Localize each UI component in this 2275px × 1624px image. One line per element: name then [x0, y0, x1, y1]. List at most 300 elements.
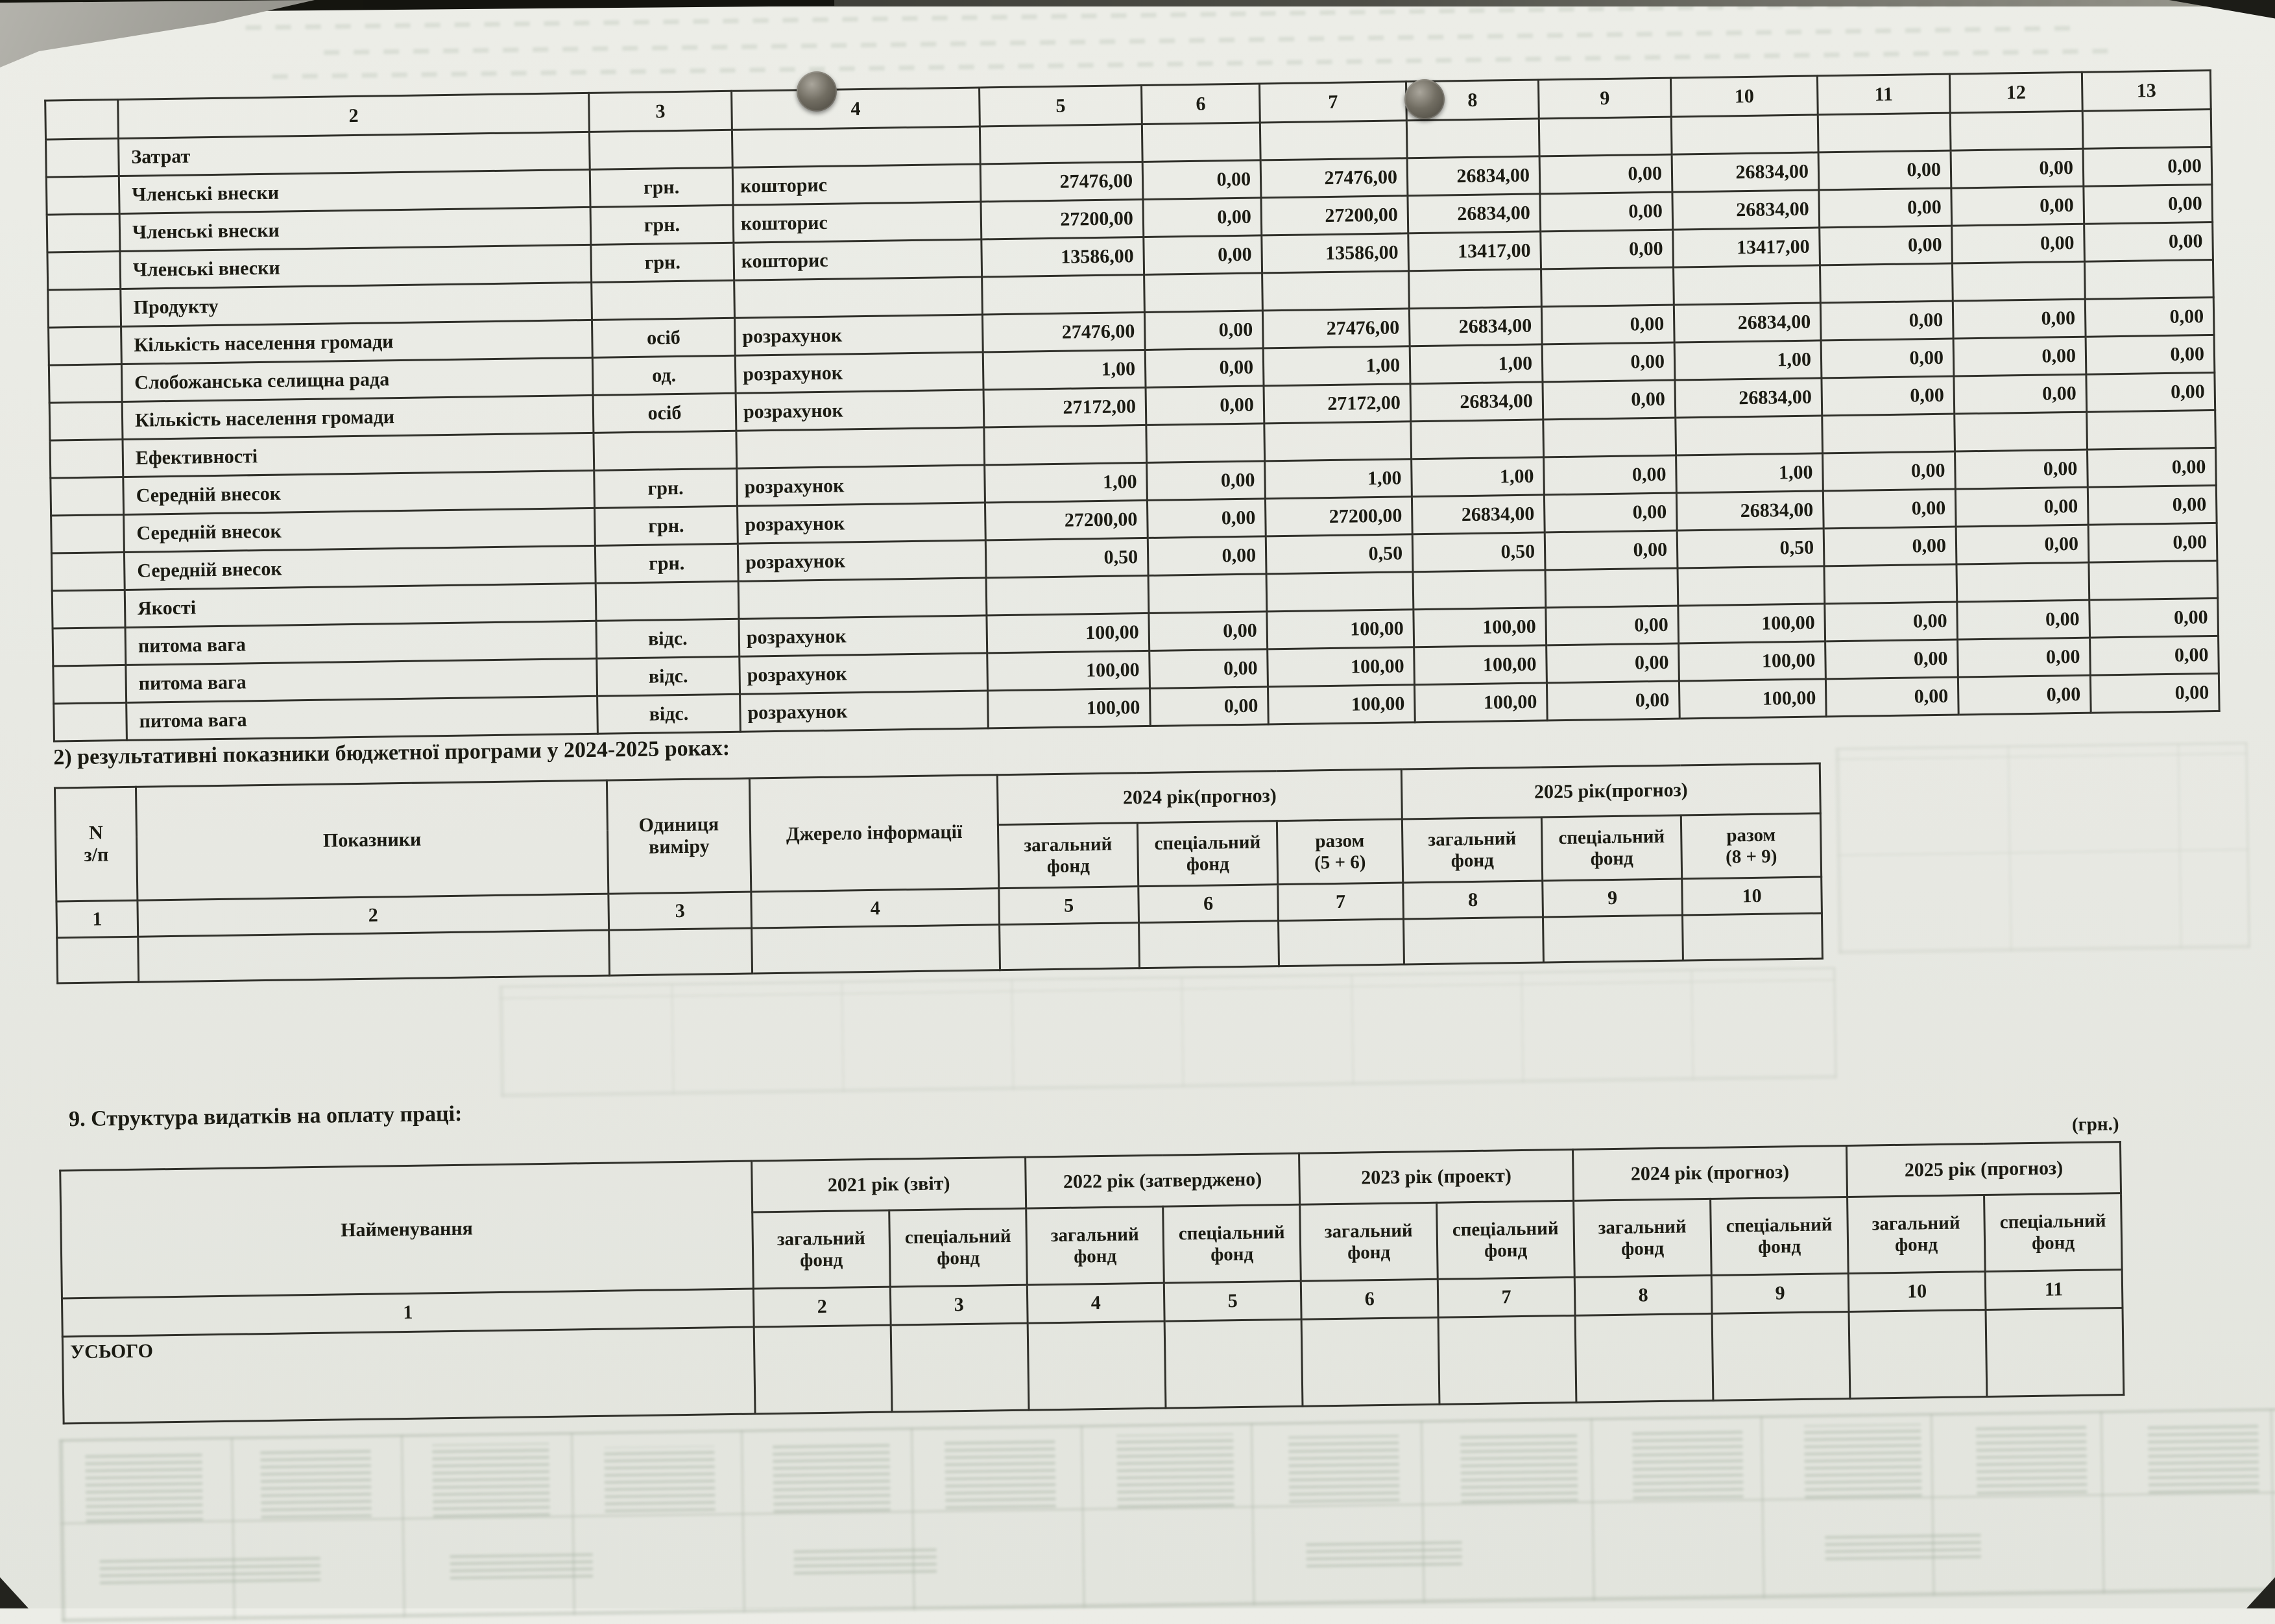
value-cell: 0,00 [1820, 301, 1953, 340]
value-cell: 0,00 [1544, 455, 1677, 495]
source-cell: розрахунок [734, 315, 983, 355]
empty-cell [1262, 271, 1410, 311]
value-cell: 0,00 [1821, 339, 1954, 378]
value-cell: 100,00 [1414, 683, 1547, 722]
value-cell: 26834,00 [1674, 303, 1821, 342]
general-fund-header: загальний фонд [998, 823, 1138, 889]
value-cell: 26834,00 [1412, 495, 1545, 534]
value-cell: 27476,00 [1260, 158, 1408, 198]
year-2025-header-cell: 2025 рік (прогноз) [1846, 1142, 2121, 1197]
empty-cell [1955, 412, 2088, 451]
empty-cell [1142, 123, 1260, 162]
value-cell: 0,00 [1953, 337, 2086, 376]
unit-cell: грн. [590, 205, 734, 245]
column-number-cell: 12 [1949, 72, 2082, 113]
group-name-cell: Якості [125, 583, 596, 627]
value-cell: 0,00 [1540, 192, 1673, 232]
value-cell: 0,00 [2088, 523, 2217, 562]
bleed-through-grid [499, 967, 1836, 1097]
value-cell: 0,50 [985, 538, 1148, 577]
empty-cell [1986, 1308, 2124, 1397]
empty-cell [1539, 117, 1672, 156]
empty-cell [1674, 265, 1821, 305]
value-cell: 0,00 [2088, 485, 2217, 525]
value-cell: 0,00 [1143, 198, 1262, 237]
value-cell: 0,00 [1547, 681, 1679, 721]
source-cell: кошторис [733, 202, 981, 243]
value-cell: 0,00 [1824, 527, 1956, 566]
unit-cell: грн. [591, 243, 734, 282]
empty-cell [1545, 568, 1678, 608]
value-cell: 0,00 [1149, 612, 1268, 651]
value-cell: 0,00 [1542, 342, 1675, 382]
unit-cell: од. [592, 355, 736, 395]
column-number-cell: 13 [2082, 70, 2211, 111]
column-number-cell: 2 [138, 894, 609, 937]
general-fund-header: загальний фонд [752, 1210, 891, 1289]
empty-cell [53, 627, 126, 666]
column-number-cell: 2 [753, 1287, 891, 1327]
value-cell: 100,00 [1414, 645, 1547, 685]
value-cell: 27200,00 [981, 199, 1144, 239]
empty-cell [1406, 119, 1539, 158]
indicator-name-cell: Членські внески [119, 207, 591, 251]
value-cell: 27200,00 [1265, 497, 1412, 536]
value-cell: 100,00 [987, 651, 1150, 690]
empty-cell [49, 364, 122, 403]
value-cell: 0,50 [1266, 534, 1413, 574]
value-cell: 13586,00 [981, 237, 1144, 276]
empty-cell [1000, 923, 1140, 970]
empty-cell [1301, 1317, 1439, 1406]
empty-cell [52, 590, 125, 628]
value-cell: 0,00 [1956, 525, 2089, 564]
value-cell: 27476,00 [982, 312, 1145, 352]
value-cell: 0,00 [1955, 449, 2088, 489]
total-label-cell: УСЬОГО [62, 1327, 755, 1424]
value-cell: 0,00 [1820, 226, 1953, 265]
empty-cell [592, 280, 735, 320]
column-number-cell: 9 [1711, 1273, 1849, 1313]
column-number-cell: 7 [1438, 1277, 1575, 1317]
empty-cell [2084, 259, 2213, 299]
indicator-name-cell: Слобожанська селищна рада [121, 357, 593, 401]
value-cell: 0,00 [2086, 335, 2215, 374]
column-number-cell: 10 [1848, 1272, 1986, 1312]
year-2025-header-cell: 2025 рік(прогноз) [1401, 763, 1820, 819]
value-cell: 0,00 [1823, 451, 1956, 491]
value-cell: 27476,00 [980, 161, 1143, 201]
indicator-name-cell: питома вага [126, 696, 598, 740]
value-cell: 0,00 [1539, 154, 1672, 194]
indicator-name-cell: Середній внесок [123, 470, 595, 514]
value-cell: 0,00 [1823, 489, 1956, 529]
value-cell: 0,00 [1818, 150, 1951, 190]
empty-cell [1676, 416, 1823, 455]
empty-cell [1543, 418, 1676, 457]
value-cell: 26834,00 [1409, 307, 1542, 346]
value-cell: 0,00 [1142, 160, 1261, 200]
value-cell: 0,00 [2084, 184, 2213, 224]
empty-cell [51, 477, 124, 516]
empty-cell [736, 427, 985, 468]
empty-cell [984, 425, 1147, 464]
punch-hole [1404, 79, 1445, 119]
empty-cell [46, 176, 119, 215]
empty-cell [46, 139, 119, 178]
empty-cell [754, 1325, 892, 1414]
column-number-cell: 6 [1138, 885, 1279, 923]
value-cell: 26834,00 [1410, 382, 1543, 422]
empty-cell [1146, 424, 1265, 463]
empty-cell [1279, 919, 1404, 966]
empty-cell [1404, 917, 1544, 964]
value-cell: 0,00 [1145, 348, 1264, 388]
year-2024-header-cell: 2024 рік (прогноз) [1572, 1145, 1847, 1200]
unit-cell: відс. [596, 619, 740, 658]
year-2024-header-cell: 2024 рік(прогноз) [997, 769, 1402, 825]
source-cell: розрахунок [739, 615, 987, 656]
empty-cell [2082, 109, 2211, 149]
source-cell: розрахунок [735, 352, 983, 393]
source-cell: розрахунок [737, 465, 985, 506]
empty-cell [982, 274, 1145, 314]
value-cell: 0,00 [1150, 649, 1268, 689]
value-cell: 0,00 [1958, 638, 2091, 677]
value-cell: 0,00 [1951, 149, 2084, 188]
value-cell: 0,00 [1148, 536, 1266, 576]
column-number-cell: 8 [1403, 881, 1543, 919]
empty-cell [45, 100, 119, 140]
column-number-cell: 5 [999, 887, 1139, 925]
column-number-cell: 4 [1027, 1283, 1164, 1323]
special-fund-header: спеціальний фонд [1137, 821, 1277, 887]
source-cell: розрахунок [740, 691, 989, 732]
empty-cell [1413, 570, 1546, 610]
general-fund-header: загальний фонд [1574, 1199, 1712, 1277]
value-cell: 0,00 [1147, 461, 1266, 501]
column-number-cell: 7 [1278, 883, 1404, 921]
empty-cell [734, 277, 983, 318]
group-name-cell: Затрат [119, 132, 590, 176]
value-cell: 0,00 [1147, 499, 1266, 538]
column-number-cell: 3 [890, 1285, 1028, 1325]
column-number-cell: 7 [1260, 82, 1407, 123]
value-cell: 100,00 [1414, 608, 1547, 647]
empty-cell [48, 289, 121, 328]
empty-cell [1266, 572, 1414, 612]
value-cell: 26834,00 [1407, 156, 1540, 196]
empty-cell [51, 552, 125, 591]
column-number-cell: 4 [732, 88, 980, 130]
empty-cell [594, 431, 737, 470]
empty-cell [986, 575, 1149, 615]
year-2022-header-cell: 2022 рік (затверджено) [1026, 1153, 1300, 1208]
name-header-cell: Найменування [60, 1161, 754, 1298]
value-cell: 100,00 [1679, 641, 1826, 681]
empty-cell [54, 702, 127, 741]
n-header-cell: N з/п [54, 787, 137, 902]
special-fund-header: спеціальний фонд [1163, 1204, 1301, 1283]
group-name-cell: Ефективності [123, 433, 594, 477]
value-cell: 100,00 [1268, 685, 1415, 724]
value-cell: 1,00 [1674, 340, 1822, 380]
value-cell: 0,00 [1146, 386, 1264, 425]
empty-cell [1575, 1313, 1713, 1402]
value-cell: 1,00 [1263, 346, 1410, 386]
column-number-cell: 8 [1574, 1275, 1712, 1315]
empty-cell [53, 665, 126, 704]
value-cell: 0,00 [1825, 639, 1958, 679]
source-cell: розрахунок [736, 390, 984, 431]
empty-cell [1818, 113, 1951, 152]
value-cell: 0,00 [2084, 222, 2213, 261]
value-cell: 0,00 [1825, 602, 1958, 641]
empty-cell [1822, 414, 1955, 453]
source-cell: розрахунок [738, 503, 986, 543]
value-cell: 100,00 [988, 688, 1151, 728]
empty-cell [1678, 566, 1825, 606]
unit-cell: грн. [590, 167, 733, 207]
source-header-cell: Джерело інформації [749, 775, 998, 892]
source-cell: кошторис [732, 164, 981, 205]
value-cell: 0,00 [1957, 600, 2090, 639]
value-cell: 0,00 [1819, 188, 1952, 228]
empty-cell [1712, 1311, 1850, 1400]
value-cell: 0,00 [1544, 493, 1677, 532]
value-cell: 27172,00 [1264, 384, 1411, 424]
value-cell: 0,50 [1677, 529, 1824, 568]
unit-cell: грн. [595, 506, 738, 545]
column-number-cell: 10 [1682, 877, 1822, 915]
bleed-through-grid [1835, 742, 2250, 954]
empty-cell [1950, 111, 2083, 150]
value-cell: 27172,00 [983, 387, 1146, 427]
value-cell: 0,00 [1954, 374, 2087, 414]
empty-cell [1543, 915, 1683, 962]
column-number-cell: 11 [1985, 1270, 2123, 1310]
group-name-cell: Продукту [121, 282, 592, 326]
value-cell: 13417,00 [1673, 228, 1820, 267]
value-cell: 0,00 [1543, 380, 1676, 420]
empty-cell [49, 401, 123, 440]
value-cell: 0,00 [1150, 687, 1269, 726]
unit-cell: грн. [595, 543, 738, 583]
general-fund-header: загальний фонд [1848, 1195, 1986, 1274]
general-fund-header: загальний фонд [1402, 817, 1542, 883]
indicator-name-cell: Членські внески [120, 245, 592, 289]
indicator-name-cell: Середній внесок [124, 508, 596, 552]
column-number-cell: 3 [589, 91, 732, 132]
value-cell: 0,00 [1541, 230, 1674, 269]
empty-cell [596, 581, 739, 621]
empty-cell [51, 514, 125, 553]
value-cell: 1,00 [985, 462, 1148, 502]
indicator-name-cell: Середній внесок [124, 545, 596, 590]
empty-cell [1820, 263, 1953, 303]
value-cell: 1,00 [1676, 453, 1824, 493]
column-number-cell: 5 [1164, 1281, 1301, 1321]
unit-header-cell: Одиниця виміру [607, 778, 751, 894]
empty-cell [1148, 574, 1267, 614]
value-cell: 100,00 [987, 613, 1150, 652]
special-fund-header: спеціальний фонд [1541, 815, 1681, 881]
empty-cell [1671, 115, 1818, 154]
value-cell: 1,00 [1412, 457, 1545, 497]
column-number-cell: 8 [1406, 80, 1539, 121]
empty-cell [738, 578, 987, 619]
year-2023-header-cell: 2023 рік (проект) [1299, 1149, 1574, 1204]
empty-cell [1260, 121, 1407, 160]
value-cell: 0,00 [2089, 598, 2219, 638]
column-number-cell: 11 [1817, 74, 1950, 115]
column-number-cell: 3 [608, 892, 752, 930]
general-fund-header: загальний фонд [1300, 1202, 1438, 1281]
column-number-cell: 6 [1301, 1279, 1438, 1319]
unit-cell: відс. [597, 656, 740, 696]
value-cell: 26834,00 [1672, 152, 1819, 192]
empty-cell [1028, 1321, 1166, 1410]
special-fund-header: спеціальний фонд [1437, 1200, 1575, 1279]
empty-cell [47, 214, 120, 253]
empty-cell [1411, 420, 1544, 459]
indicators-header-cell: Показники [136, 780, 608, 900]
empty-cell [980, 125, 1142, 164]
section-2-title: 2) результативні показники бюджетної програми у 2024-2025 роках: [53, 735, 730, 770]
source-cell: кошторис [734, 239, 982, 280]
forecast-indicators-table [54, 762, 1824, 984]
empty-cell [49, 327, 122, 366]
value-cell: 0,00 [2088, 448, 2217, 487]
empty-cell [1541, 267, 1674, 307]
general-fund-header: загальний фонд [1026, 1206, 1164, 1285]
empty-cell [1952, 261, 2085, 301]
value-cell: 1,00 [983, 350, 1146, 389]
value-cell: 1,00 [1410, 344, 1543, 384]
special-fund-header: спеціальний фонд [889, 1208, 1028, 1287]
source-cell: розрахунок [740, 653, 988, 694]
value-cell: 100,00 [1268, 647, 1415, 687]
empty-cell [891, 1323, 1029, 1412]
bleed-through-table [59, 1409, 2275, 1623]
empty-cell [1139, 921, 1279, 968]
empty-cell [138, 930, 610, 982]
empty-cell [609, 928, 752, 975]
value-cell: 0,00 [1822, 376, 1955, 416]
value-cell: 26834,00 [1676, 491, 1824, 531]
empty-cell [47, 252, 121, 291]
column-number-cell: 9 [1543, 879, 1683, 917]
empty-cell [1409, 269, 1542, 309]
value-cell: 0,00 [1958, 675, 2091, 715]
column-number-cell: 4 [751, 889, 1000, 928]
value-cell: 1,00 [1265, 459, 1412, 499]
currency-note: (грн.) [2071, 1114, 2119, 1136]
indicator-name-cell: питома вага [126, 658, 597, 702]
value-cell: 27200,00 [985, 500, 1148, 540]
salary-structure-table [59, 1141, 2125, 1424]
value-cell: 0,00 [1144, 235, 1262, 275]
value-cell: 27200,00 [1261, 196, 1408, 235]
value-cell: 26834,00 [1672, 190, 1820, 230]
unit-cell: відс. [597, 694, 741, 734]
value-cell: 0,00 [2083, 147, 2212, 186]
value-cell: 0,00 [1144, 311, 1263, 350]
empty-cell [50, 439, 123, 478]
indicator-name-cell: Кількість населення громади [121, 320, 593, 364]
value-cell: 0,00 [2085, 297, 2214, 337]
indicator-name-cell: Членські внески [119, 169, 590, 213]
value-cell: 100,00 [1678, 604, 1825, 643]
special-fund-header: спеціальний фонд [1711, 1197, 1849, 1275]
value-cell: 0,50 [1412, 532, 1545, 572]
total-8-9-header: разом (8 + 9) [1681, 813, 1821, 879]
column-number-cell: 1 [62, 1289, 754, 1337]
value-cell: 0,00 [1825, 677, 1958, 717]
value-cell: 0,00 [2090, 673, 2219, 713]
indicators-table [44, 69, 2221, 743]
year-2021-header-cell: 2021 рік (звіт) [752, 1157, 1026, 1212]
column-number-cell: 9 [1538, 78, 1671, 119]
special-fund-header: спеціальний фонд [1984, 1193, 2123, 1272]
empty-cell [589, 130, 732, 169]
value-cell: 0,00 [2090, 636, 2219, 675]
unit-cell: грн. [594, 468, 738, 508]
value-cell: 26834,00 [1675, 378, 1822, 418]
indicator-name-cell: Кількість населення громади [122, 395, 594, 439]
value-cell: 100,00 [1267, 610, 1414, 649]
empty-cell [2089, 560, 2218, 600]
value-cell: 100,00 [1679, 679, 1826, 719]
empty-cell [1144, 273, 1263, 313]
unit-cell: осіб [592, 318, 735, 357]
column-number-cell: 2 [118, 93, 590, 138]
empty-cell [1264, 422, 1412, 461]
empty-cell [1824, 564, 1957, 604]
empty-cell [1956, 562, 2089, 602]
value-cell: 0,00 [1952, 224, 2085, 263]
empty-cell [57, 937, 139, 983]
column-number-cell: 6 [1142, 84, 1260, 125]
empty-cell [1682, 913, 1822, 961]
value-cell: 13586,00 [1262, 233, 1409, 273]
source-cell: розрахунок [738, 540, 986, 581]
empty-cell [2087, 410, 2216, 449]
value-cell: 26834,00 [1408, 194, 1541, 233]
value-cell: 0,00 [1546, 606, 1679, 645]
indicator-name-cell: питома вага [125, 621, 597, 665]
value-cell: 0,00 [1545, 531, 1678, 570]
column-number-cell: 10 [1670, 76, 1818, 117]
column-number-cell: 5 [980, 86, 1142, 126]
punch-hole [797, 71, 837, 112]
value-cell: 0,00 [1547, 643, 1679, 683]
unit-cell: осіб [593, 393, 736, 433]
empty-cell [1164, 1319, 1303, 1408]
value-cell: 0,00 [1955, 487, 2088, 527]
section-9-title: 9. Структура видатків на оплату праці: [68, 1101, 463, 1132]
value-cell: 13417,00 [1408, 232, 1541, 271]
value-cell: 0,00 [2086, 372, 2215, 412]
empty-cell [732, 126, 980, 167]
value-cell: 0,00 [1541, 305, 1674, 344]
value-cell: 0,00 [1953, 299, 2086, 339]
value-cell: 27476,00 [1262, 309, 1410, 348]
column-number-cell: 1 [56, 900, 138, 938]
total-5-6-header: разом (5 + 6) [1277, 819, 1402, 885]
empty-cell [1849, 1310, 1987, 1399]
value-cell: 0,00 [1951, 186, 2084, 226]
